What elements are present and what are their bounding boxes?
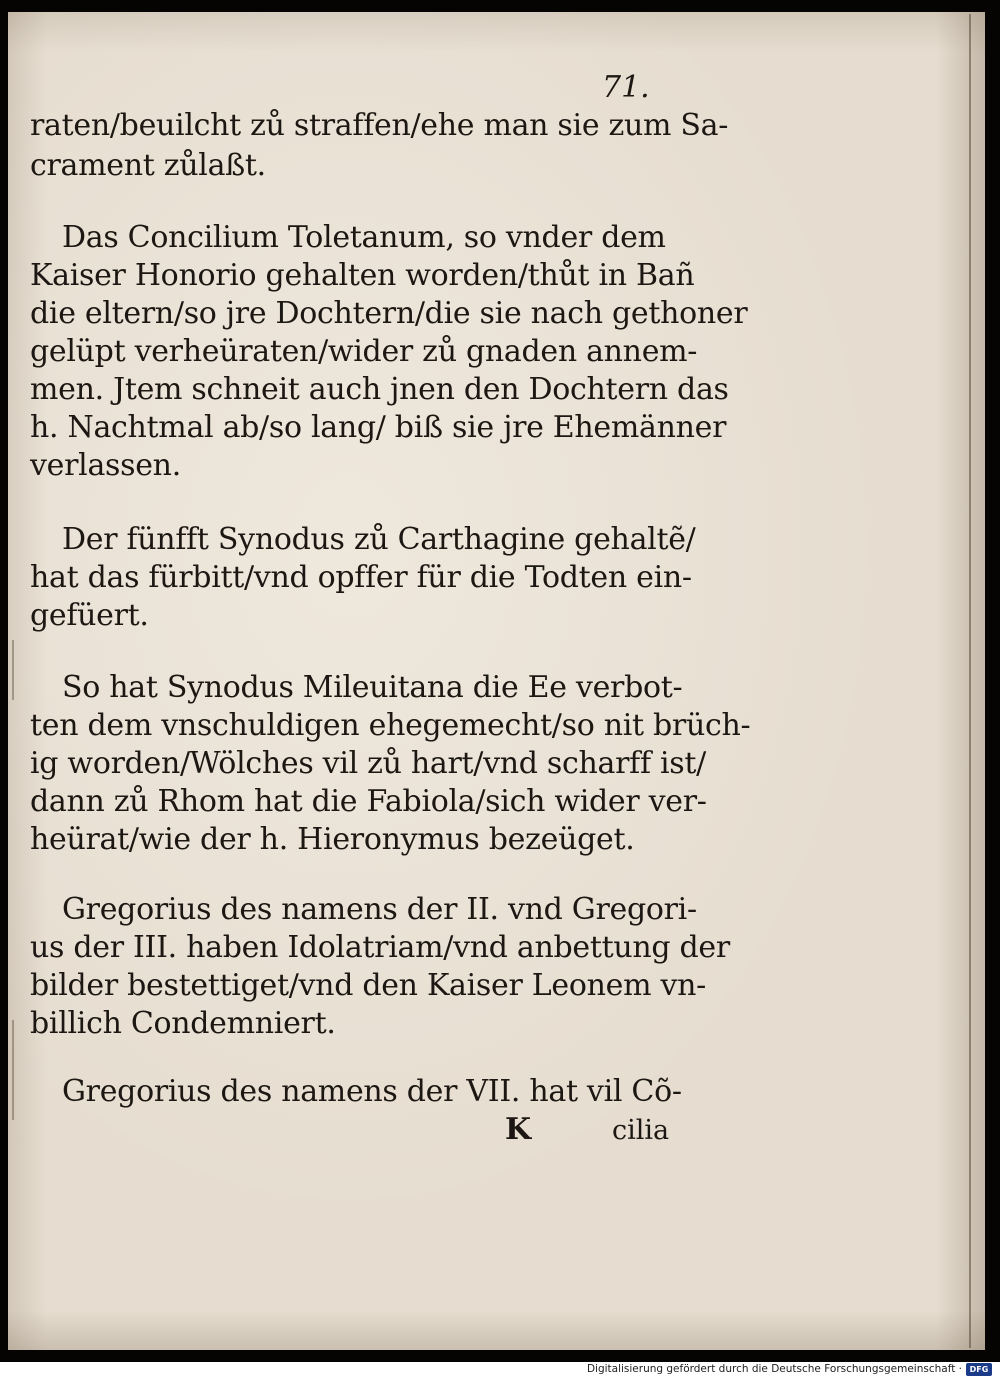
funding-credit: Digitalisierung gefördert durch die Deutsche Forschungsgemeinschaft · <box>586 1363 962 1375</box>
page-edge-shadow <box>969 14 971 1348</box>
text-line: heürat/wie der h. Hieronymus bezeüget. <box>30 822 635 857</box>
text-line: Das Concilium Toletanum, so vnder dem <box>62 220 666 255</box>
text-line: us der III. haben Idolatriam/vnd anbettung der <box>30 930 730 965</box>
text-line: men. Jtem schneit auch jnen den Dochtern das <box>30 372 729 407</box>
text-line: gelüpt verheüraten/wider zů gnaden annem- <box>30 334 698 369</box>
text-line: ten dem vnschuldigen ehegemecht/so nit brüch- <box>30 708 751 743</box>
text-line: Der fünfft Synodus zů Carthagine gehaltẽ/ <box>62 522 696 557</box>
text-line: gefüert. <box>30 598 149 633</box>
text-line: verlassen. <box>30 448 181 483</box>
catchword: cilia <box>612 1115 670 1146</box>
text-line: ig worden/Wölches vil zů hart/vnd scharff ist/ <box>30 746 706 781</box>
text-line: bilder bestettiget/vnd den Kaiser Leonem vn- <box>30 968 706 1003</box>
text-line: Gregorius des namens der II. vnd Gregori- <box>62 892 697 927</box>
text-line: crament zůlaßt. <box>30 148 266 183</box>
text-line: hat das fürbitt/vnd opffer für die Todten ein- <box>30 560 692 595</box>
folio-number: 71. <box>602 70 650 105</box>
dfg-logo: DFG <box>966 1363 992 1376</box>
text-line: h. Nachtmal ab/so lang/ biß sie jre Ehemänner <box>30 410 727 445</box>
text-line: Gregorius des namens der VII. hat vil Cõ- <box>62 1074 682 1109</box>
text-line: dann zů Rhom hat die Fabiola/sich wider ver- <box>30 784 707 819</box>
signature-mark: K <box>505 1112 532 1147</box>
text-line: raten/beuilcht zů straffen/ehe man sie zum Sa- <box>30 108 729 143</box>
text-line: So hat Synodus Mileuitana die Ee verbot- <box>62 670 683 705</box>
margin-mark <box>12 1020 14 1120</box>
margin-mark <box>12 640 14 700</box>
text-line: billich Condemniert. <box>30 1006 336 1041</box>
text-line: Kaiser Honorio gehalten worden/thůt in Bañ <box>30 258 695 293</box>
text-line: die eltern/so jre Dochtern/die sie nach gethoner <box>30 296 748 331</box>
